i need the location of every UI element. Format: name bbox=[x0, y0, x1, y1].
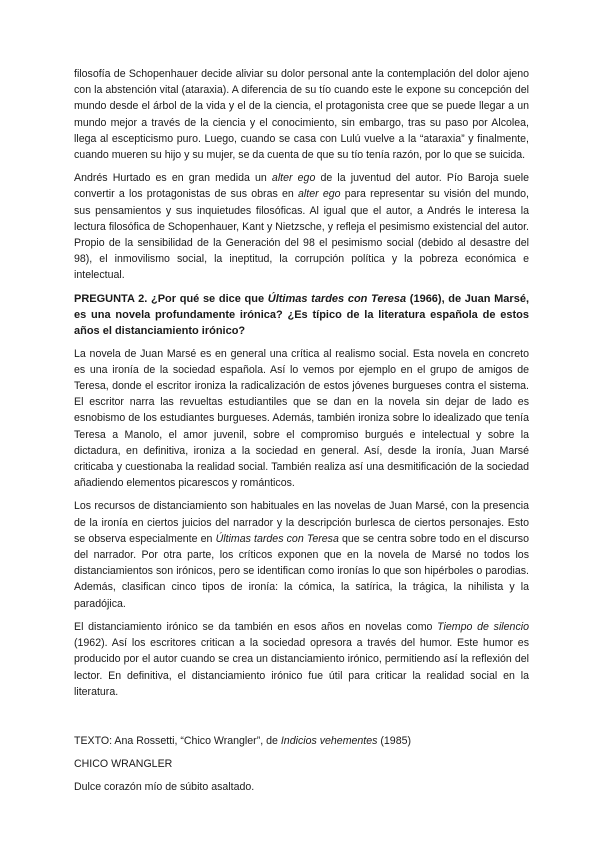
italic-book-title: Tiempo de silencio bbox=[437, 620, 529, 633]
paragraph-recursos bbox=[74, 498, 529, 611]
italic-book-title: Últimas tardes con Teresa bbox=[215, 532, 339, 545]
text-run: que se centra sobre todo en el discurso del narrador. Por otra parte, los críticos exponen que en la novela de Marsé no todos los distanciamientos son irónicos, pero se identifican como ironías lo que son hipérboles o parodias. Además, clasifican cinco tipos de ironía: la cómica, la satírica, la trágica, la nihilista y la paradójica. bbox=[74, 532, 529, 610]
question-text: PREGUNTA 2. ¿Por qué se dice que bbox=[74, 292, 268, 305]
texto-heading bbox=[74, 733, 529, 749]
paragraph-distanciamiento bbox=[74, 619, 529, 700]
paragraph-novela: La novela de Juan Marsé es en general una crítica al realismo social. Esta novela en concreto es una ironía de la sociedad española. Así lo vemos por ejemplo en el grupo de amigos de Teresa, donde el escritor ironiza la radicalización de estos jóvenes burgueses contra el sistema. El escritor narra las revueltas estudiantiles que se dan en la novela sin dejar de lado es esnobismo de los estudiantes burgueses. Además, también ironiza sobre lo idealizado que tenía Teresa a Manolo, el amor juvenil, sobre el compromiso burgués e intelectual y sobre la dictadura, en definitiva, ironiza a la sociedad en general. Así, desde la ironía, Juan Marsé criticaba y cuestionaba la realidad social. También realiza así una desmitificación de la sociedad añadiendo elementos picarescos y románticos. bbox=[74, 347, 529, 490]
text-run: Andrés Hurtado es en gran medida un bbox=[74, 172, 272, 185]
italic-alter-ego: alter ego bbox=[271, 172, 316, 185]
italic-book-title: Indicios vehementes bbox=[280, 734, 378, 747]
question-heading bbox=[74, 291, 529, 339]
italic-alter-ego: alter ego bbox=[298, 188, 341, 201]
text-run: de la juventud del autor. Pío Baroja suele convertir a los protagonistas de sus obras en bbox=[74, 172, 530, 201]
text-run: El distanciamiento irónico se da también en esos años en novelas como bbox=[74, 620, 438, 633]
paragraph-schopenhauer: filosofía de Schopenhauer decide aliviar su dolor personal ante la contemplación del dolor ajeno con la abstención vital (ataraxia). A diferencia de su tío cuando este le expone su concepción del mundo desde el árbol de la vida y el de la ciencia, el protagonista cree que se puede llegar a un mundo mejor a través de la ciencia y el conocimiento, sin embargo, tras su paso por Alcolea, llega al escepticismo puro. Luego, cuando se casa con Lulú vuelve a la “ataraxia” y finalmente, cuando mueren su hijo y su mujer, se da cuenta de que su tío tenía razón, por lo que se suicida. bbox=[74, 68, 529, 162]
spacer bbox=[74, 707, 529, 733]
poem-line: Dulce corazón mío de súbito asaltado. bbox=[74, 781, 255, 794]
question-text: (1966), de Juan Marsé, es una novela profundamente irónica? ¿Es típico de la literatura española de estos años el distanciamiento irónico? bbox=[74, 292, 529, 337]
text-run: (1985) bbox=[377, 734, 412, 747]
poem-title: CHICO WRANGLER bbox=[74, 758, 173, 771]
text-run: para representar su visión del mundo, sus pensamientos y sus inquietudes filosóficas. Al igual que el autor, a Andrés le interesa la lectura filosófica de Schopenhauer, Kant y Nietzsche, y refleja el pesimismo existencial del autor. Propio de la sensibilidad de la Generación del 98 el pesimismo social (debido al desastre del 98), el inmovilismo social, la ineptitud, la corrupción política y la pobreza económica e intelectual. bbox=[74, 188, 529, 282]
document-page bbox=[74, 66, 529, 803]
paragraph-andres-hurtado bbox=[74, 170, 529, 283]
text-run: Los recursos de distanciamiento son habituales en las novelas de Juan Marsé, con la presencia de la ironía en ciertos juicios del narrador y la descripción burlesca de ciertos personajes. Esto se observa especialmente en bbox=[74, 500, 529, 545]
question-book-title: Últimas tardes con Teresa bbox=[267, 292, 407, 305]
text-run: TEXTO: Ana Rossetti, “Chico Wrangler”, de bbox=[74, 734, 281, 747]
text-run: (1962). Así los escritores critican a la sociedad opresora a través del humor. Este humor es producido por el autor cuando se crea un distanciamiento irónico, permitiendo así la reflexión del lector. En definitiva, el distanciamiento irónico fue útil para criticar la realidad social en la literatura. bbox=[74, 637, 529, 698]
